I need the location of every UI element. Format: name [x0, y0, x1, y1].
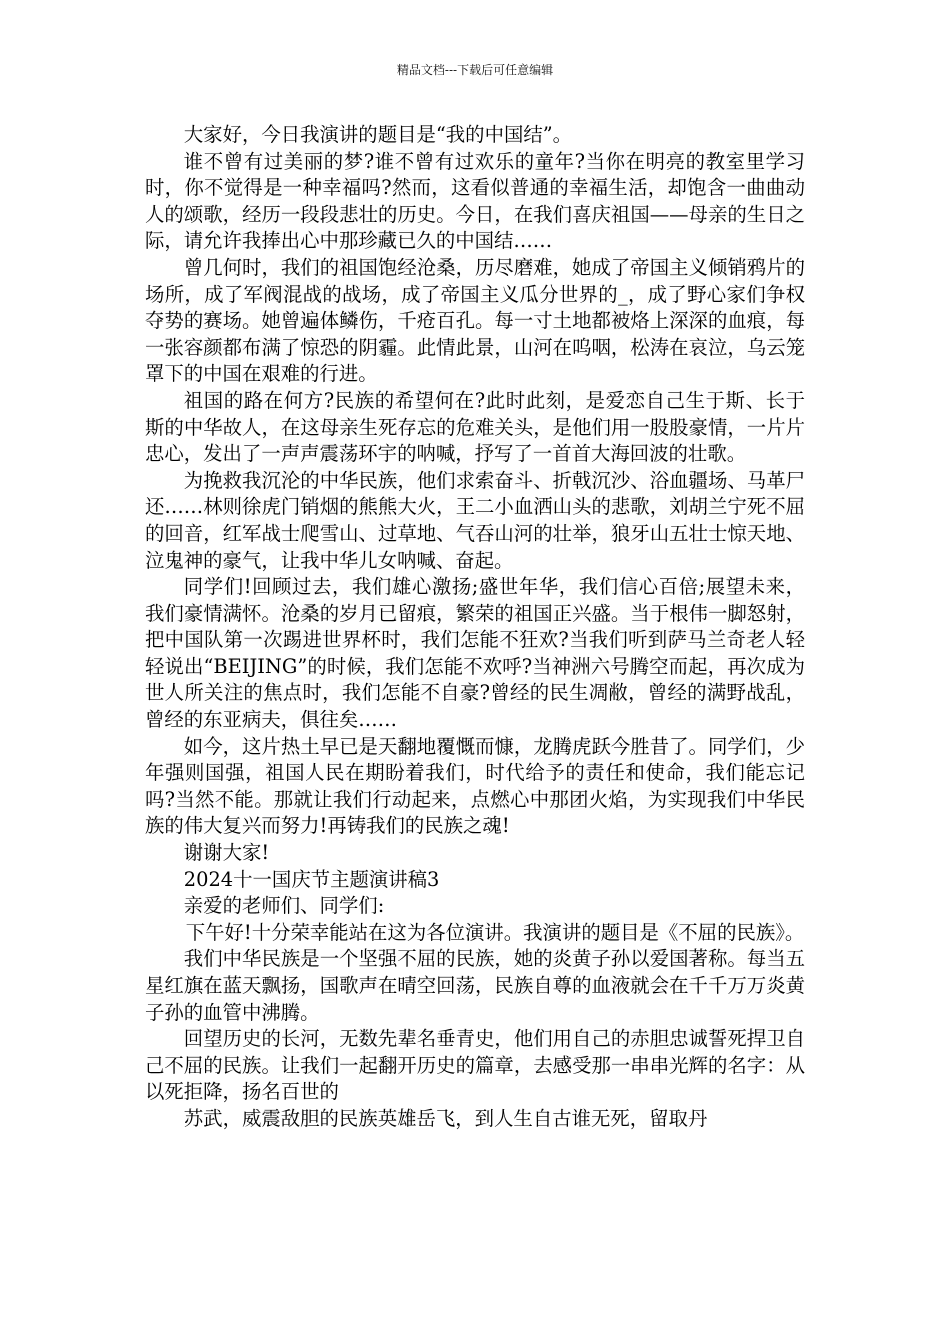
paragraph: 苏武，威震敌胆的民族英雄岳飞，到人生自古谁无死，留取丹 — [183, 1106, 708, 1130]
paragraph-greeting: 大家好，今日我演讲的题目是“我的中国结”。 — [183, 123, 573, 146]
paragraph: 谁不曾有过美丽的梦?谁不曾有过欢乐的童年?当你在明亮的教室里学习时，你不觉得是一种幸福吗?然而，这看似普通的幸福生活，却饱含一曲曲动人的颂歌，经历一段段悲壮的历史。今日，在我们喜庆祖国——母亲的生日之际，请允许我捧出心中那珍藏已久的中国结…… — [145, 149, 805, 253]
paragraph: 为挽救我沉沦的中华民族，他们求索奋斗、折戟沉沙、浴血疆场、马革尸还……林则徐虎门销烟的熊熊大火，王二小血洒山头的悲歌，刘胡兰宁死不屈的回音，红军战士爬雪山、过草地、气吞山河的壮举，狼牙山五壮士惊天地、泣鬼神的豪气，让我中华儿女呐喊、奋起。 — [145, 468, 805, 572]
paragraph: 祖国的路在何方?民族的希望何在?此时此刻，是爱恋自己生于斯、长于斯的中华故人，在这母亲生死存忘的危难关头，是他们用一股股豪情，一片片忠心，发出了一声声震荡环宇的呐喊，抒写了一首首大海回波的壮歌。 — [145, 388, 805, 466]
paragraph: 我们中华民族是一个坚强不屈的民族，她的炎黄子孙以爱国著称。每当五星红旗在蓝天飘扬，国歌声在晴空回荡，民族自尊的血液就会在千千万万炎黄子孙的血管中沸腾。 — [145, 947, 805, 1024]
paragraph: 如今，这片热土早已是天翻地覆慨而慷，龙腾虎跃今胜昔了。同学们，少年强则国强，祖国人民在期盼着我们，时代给予的责任和使命，我们能忘记吗?当然不能。那就让我们行动起来，点燃心中那团火焰，为实现我们中华民族的伟大复兴而努力!再铸我们的民族之魂! — [145, 734, 805, 838]
paragraph: 下午好!十分荣幸能站在这为各位演讲。我演讲的题目是《不屈的民族》。 — [185, 920, 805, 944]
salutation: 亲爱的老师们、同学们: — [183, 894, 385, 918]
page-header: 精品文档---下载后可任意编辑 — [396, 63, 554, 77]
paragraph: 曾几何时，我们的祖国饱经沧桑，历尽磨难，她成了帝国主义倾销鸦片的场所，成了军阀混战的战场，成了帝国主义瓜分世界的_，成了野心家们争权夺势的赛场。她曾遍体鳞伤，千疮百孔。每一寸土地都被烙上深深的血痕，每一张容颜都布满了惊恐的阴霾。此情此景，山河在呜咽，松涛在哀泣，乌云笼罩下的中国在艰难的行进。 — [145, 255, 805, 386]
document-body — [145, 122, 805, 1133]
paragraph: 同学们!回顾过去，我们雄心激扬;盛世年华，我们信心百倍;展望未来，我们豪情满怀。沧桑的岁月已留痕，繁荣的祖国正兴盛。当于根伟一脚怒射，把中国队第一次踢进世界杯时，我们怎能不狂欢?当我们听到萨马兰奇老人轻轻说出“BEIJING”的时候，我们怎能不欢呼?当神洲六号腾空而起，再次成为世人所关注的焦点时，我们怎能不自豪?曾经的民生凋敝，曾经的满野战乱，曾经的东亚病夫，俱往矣…… — [145, 575, 805, 732]
section-title: 2024十一国庆节主题演讲稿3 — [183, 867, 440, 891]
paragraph-thanks: 谢谢大家! — [183, 841, 270, 865]
paragraph: 回望历史的长河，无数先辈名垂青史，他们用自己的赤胆忠诚誓死捍卫自己不屈的民族。让我们一起翻开历史的篇章，去感受那一串串光辉的名字：从以死拒降，扬名百世的 — [145, 1027, 805, 1104]
